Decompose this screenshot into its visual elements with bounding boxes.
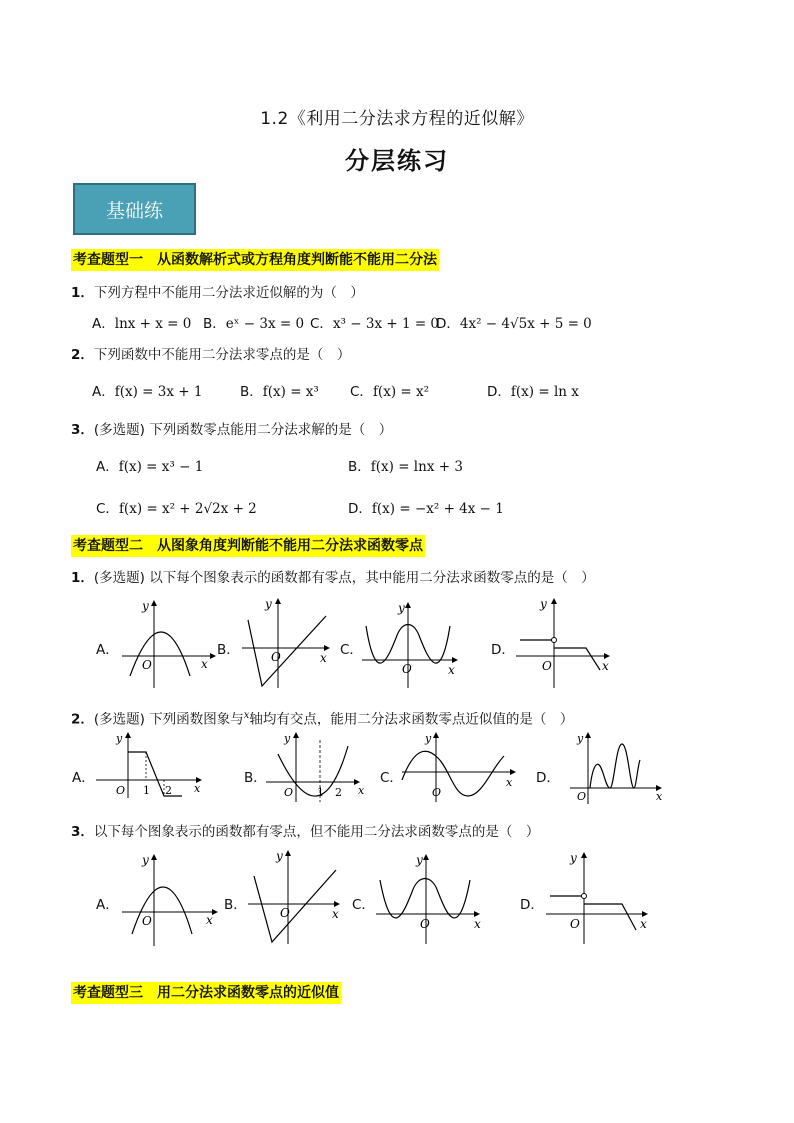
option-d[interactable]: D．: [491, 642, 515, 658]
x-label: x: [474, 917, 481, 931]
graph-a: [118, 852, 222, 948]
tick-label: 2: [165, 784, 172, 797]
origin-label: O: [142, 914, 152, 928]
doc-subtitle: 分层练习: [345, 147, 449, 175]
doc-title: 1.2《利用二分法求方程的近似解》: [260, 109, 534, 129]
y-label: y: [570, 851, 577, 865]
origin-label: O: [116, 784, 126, 797]
graph-c: [398, 732, 518, 804]
option-a[interactable]: A．: [96, 642, 119, 658]
x-label: x: [640, 917, 647, 931]
origin-label: O: [420, 917, 430, 931]
graph-a: [118, 598, 218, 690]
option-b[interactable]: B．eˣ − 3x = 0: [203, 316, 305, 332]
y-label: y: [416, 853, 423, 867]
graph-c: [360, 598, 460, 690]
x-label: x: [448, 663, 455, 677]
y-label: y: [425, 732, 432, 745]
y-label: y: [142, 599, 149, 613]
question-text: 3．(多选题) 下列函数零点能用二分法求解的是（ ）: [71, 422, 393, 438]
option-c[interactable]: C．x³ − 3x + 1 = 0: [310, 316, 440, 332]
graph-a: [92, 732, 208, 800]
origin-label: O: [577, 790, 587, 803]
origin-label: O: [570, 917, 580, 931]
y-label: y: [142, 853, 149, 867]
x-label: x: [332, 907, 339, 921]
question-text: 2．(多选题) 下列函数图象与$^x$轴均有交点，能用二分法求函数零点近似值的是（ ）: [71, 710, 574, 728]
tick-label: 2: [335, 786, 342, 799]
option-b[interactable]: B．: [244, 770, 267, 786]
y-label: y: [577, 732, 584, 745]
option-d[interactable]: D．f(x) = −x² + 4x − 1: [348, 501, 504, 517]
y-label: y: [284, 732, 291, 745]
x-label: x: [320, 651, 327, 665]
x-label: x: [201, 657, 208, 671]
question-text: 1．(多选题) 以下每个图象表示的函数都有零点，其中能用二分法求函数零点的是（ ）: [71, 570, 595, 586]
tick-label: 1: [317, 786, 324, 799]
graph-c: [374, 852, 486, 946]
option-c[interactable]: C．: [380, 770, 403, 786]
option-b[interactable]: B．: [224, 897, 247, 913]
option-c[interactable]: C．: [352, 897, 375, 913]
origin-label: O: [284, 786, 294, 799]
x-label: x: [194, 782, 201, 795]
option-d[interactable]: D．f(x) = ln x: [487, 384, 579, 400]
tick-label: 1: [143, 784, 150, 797]
origin-label: O: [142, 658, 152, 672]
x-label: x: [656, 790, 663, 803]
origin-label: O: [542, 659, 552, 673]
question-text: 2．下列函数中不能用二分法求零点的是（ ）: [71, 347, 351, 363]
y-label: y: [276, 849, 283, 863]
graph-d: [542, 850, 654, 946]
origin-label: O: [402, 662, 412, 676]
option-a[interactable]: A．: [96, 897, 119, 913]
section-title-2: 考查题型二 从图象角度判断能不能用二分法求函数零点: [71, 535, 425, 557]
x-label: x: [506, 776, 513, 789]
level-badge: 基础练: [73, 183, 196, 235]
option-b[interactable]: B．: [217, 642, 240, 658]
option-a[interactable]: A．: [72, 770, 95, 786]
y-label: y: [540, 597, 547, 611]
question-text: 1．下列方程中不能用二分法求近似解的为（ ）: [71, 285, 364, 301]
option-c[interactable]: C．: [340, 642, 363, 658]
x-label: x: [206, 913, 213, 927]
option-d[interactable]: D．: [536, 770, 560, 786]
option-c[interactable]: C．f(x) = x² + 2√2x + 2: [96, 501, 257, 517]
y-label: y: [265, 597, 272, 611]
graph-d: [560, 730, 668, 806]
option-d[interactable]: D．: [520, 897, 544, 913]
option-c[interactable]: C．f(x) = x²: [350, 384, 430, 400]
x-label: x: [602, 659, 609, 673]
option-a[interactable]: A．f(x) = 3x + 1: [92, 384, 203, 400]
graph-b: [244, 848, 348, 946]
section-title-1: 考查题型一 从函数解析式或方程角度判断能不能用二分法: [71, 249, 439, 271]
option-d[interactable]: D．4x² − 4√5x + 5 = 0: [436, 316, 592, 332]
option-a[interactable]: A．lnx + x = 0: [92, 316, 192, 332]
y-label: y: [116, 732, 123, 745]
origin-label: O: [432, 786, 442, 799]
y-label: y: [398, 601, 405, 615]
x-label: x: [358, 784, 365, 797]
graph-b: [262, 732, 365, 804]
question-text: 3．以下每个图象表示的函数都有零点，但不能用二分法求函数零点的是（ ）: [71, 824, 540, 840]
graph-d: [512, 598, 616, 690]
option-b[interactable]: B．f(x) = x³: [240, 384, 319, 400]
origin-label: O: [271, 650, 281, 664]
graph-b: [238, 598, 338, 690]
option-a[interactable]: A．f(x) = x³ − 1: [96, 459, 204, 475]
option-b[interactable]: B．f(x) = lnx + 3: [348, 459, 463, 475]
origin-label: O: [280, 906, 290, 920]
section-title-3: 考查题型三 用二分法求函数零点的近似值: [71, 982, 341, 1004]
